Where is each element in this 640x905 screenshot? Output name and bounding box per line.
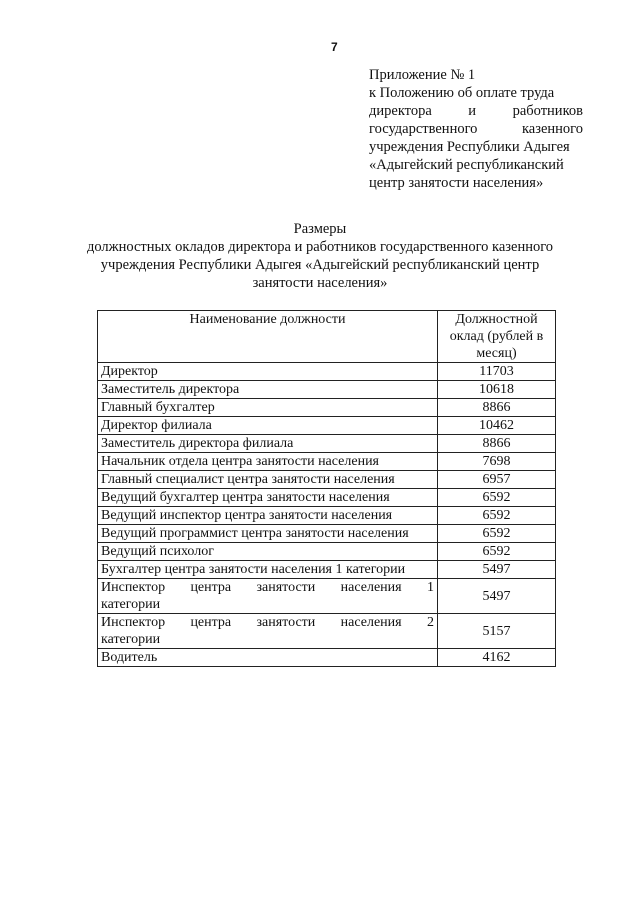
salary-value: 5497 xyxy=(438,579,556,614)
position-name: Директор филиала xyxy=(98,417,438,435)
title-line: Размеры xyxy=(293,221,347,237)
table-row xyxy=(98,363,556,381)
table-row xyxy=(98,525,556,543)
position-name-line2: категории xyxy=(101,632,161,647)
appendix-line xyxy=(369,120,583,138)
appendix-word: и xyxy=(468,103,477,119)
position-name: Ведущий психолог xyxy=(98,543,438,561)
position-word: 2 xyxy=(426,615,434,630)
position-word: населения xyxy=(340,580,402,595)
appendix-word: директора xyxy=(369,103,432,119)
salary-value: 10462 xyxy=(438,417,556,435)
table-row xyxy=(98,453,556,471)
table-row xyxy=(98,543,556,561)
salary-value: 7698 xyxy=(438,453,556,471)
appendix-line: учреждения Республики Адыгея xyxy=(369,139,570,155)
appendix-title: Приложение № 1 xyxy=(369,67,476,83)
position-name-line1 xyxy=(101,614,434,631)
salary-value: 6592 xyxy=(438,543,556,561)
position-word: 1 xyxy=(426,580,434,595)
salary-value: 11703 xyxy=(438,363,556,381)
position-name: Ведущий программист центра занятости населения xyxy=(98,525,438,543)
table-row xyxy=(98,561,556,579)
salary-value: 6592 xyxy=(438,489,556,507)
position-name-line2: категории xyxy=(101,597,161,612)
title-line: учреждения Республики Адыгея «Адыгейский республиканский центр xyxy=(100,257,540,273)
position-name: Бухгалтер центра занятости населения 1 категории xyxy=(98,561,438,579)
position-name: Ведущий инспектор центра занятости населения xyxy=(98,507,438,525)
table-row xyxy=(98,489,556,507)
table-row xyxy=(98,399,556,417)
position-word: Инспектор xyxy=(101,580,166,595)
page-number: 7 xyxy=(331,40,338,54)
position-word: занятости xyxy=(256,580,316,595)
header-position: Наименование должности xyxy=(98,311,438,363)
position-name: Главный специалист центра занятости населения xyxy=(98,471,438,489)
salary-value: 5497 xyxy=(438,561,556,579)
table-row xyxy=(98,507,556,525)
position-name xyxy=(98,614,438,649)
salary-value: 10618 xyxy=(438,381,556,399)
salary-value: 4162 xyxy=(438,649,556,667)
position-name: Заместитель директора xyxy=(98,381,438,399)
salary-table xyxy=(97,310,556,667)
position-name: Директор xyxy=(98,363,438,381)
position-name: Начальник отдела центра занятости населения xyxy=(98,453,438,471)
salary-value: 8866 xyxy=(438,399,556,417)
table-header-row xyxy=(98,311,556,363)
position-word: занятости xyxy=(256,615,316,630)
position-name: Ведущий бухгалтер центра занятости населения xyxy=(98,489,438,507)
position-word: Инспектор xyxy=(101,615,166,630)
table-row xyxy=(98,649,556,667)
position-name xyxy=(98,579,438,614)
appendix-word: работников xyxy=(512,103,583,119)
position-name: Заместитель директора филиала xyxy=(98,435,438,453)
appendix-line: к Положению об оплате труда xyxy=(369,85,555,101)
position-word: населения xyxy=(340,615,402,630)
salary-value: 6592 xyxy=(438,525,556,543)
title-line: должностных окладов директора и работников государственного казенного xyxy=(86,239,554,255)
appendix-word: государственного xyxy=(369,121,478,137)
appendix-header xyxy=(369,66,583,192)
salary-value: 6592 xyxy=(438,507,556,525)
document-title xyxy=(60,220,580,292)
appendix-line: центр занятости населения» xyxy=(369,175,544,191)
position-name: Главный бухгалтер xyxy=(98,399,438,417)
table-row xyxy=(98,417,556,435)
salary-value: 6957 xyxy=(438,471,556,489)
appendix-line: «Адыгейский республиканский xyxy=(369,157,564,173)
title-line: занятости населения» xyxy=(252,275,388,291)
position-word: центра xyxy=(190,580,232,595)
position-word: центра xyxy=(190,615,232,630)
position-name-line1 xyxy=(101,579,434,596)
table-row xyxy=(98,381,556,399)
table-row-inspector-2 xyxy=(98,614,556,649)
salary-value: 5157 xyxy=(438,614,556,649)
table-row-inspector-1 xyxy=(98,579,556,614)
salary-value: 8866 xyxy=(438,435,556,453)
appendix-word: казенного xyxy=(521,121,583,137)
table-row xyxy=(98,435,556,453)
position-name: Водитель xyxy=(98,649,438,667)
appendix-line xyxy=(369,102,583,120)
header-salary: Должностной оклад (рублей в месяц) xyxy=(438,311,556,363)
table-row xyxy=(98,471,556,489)
